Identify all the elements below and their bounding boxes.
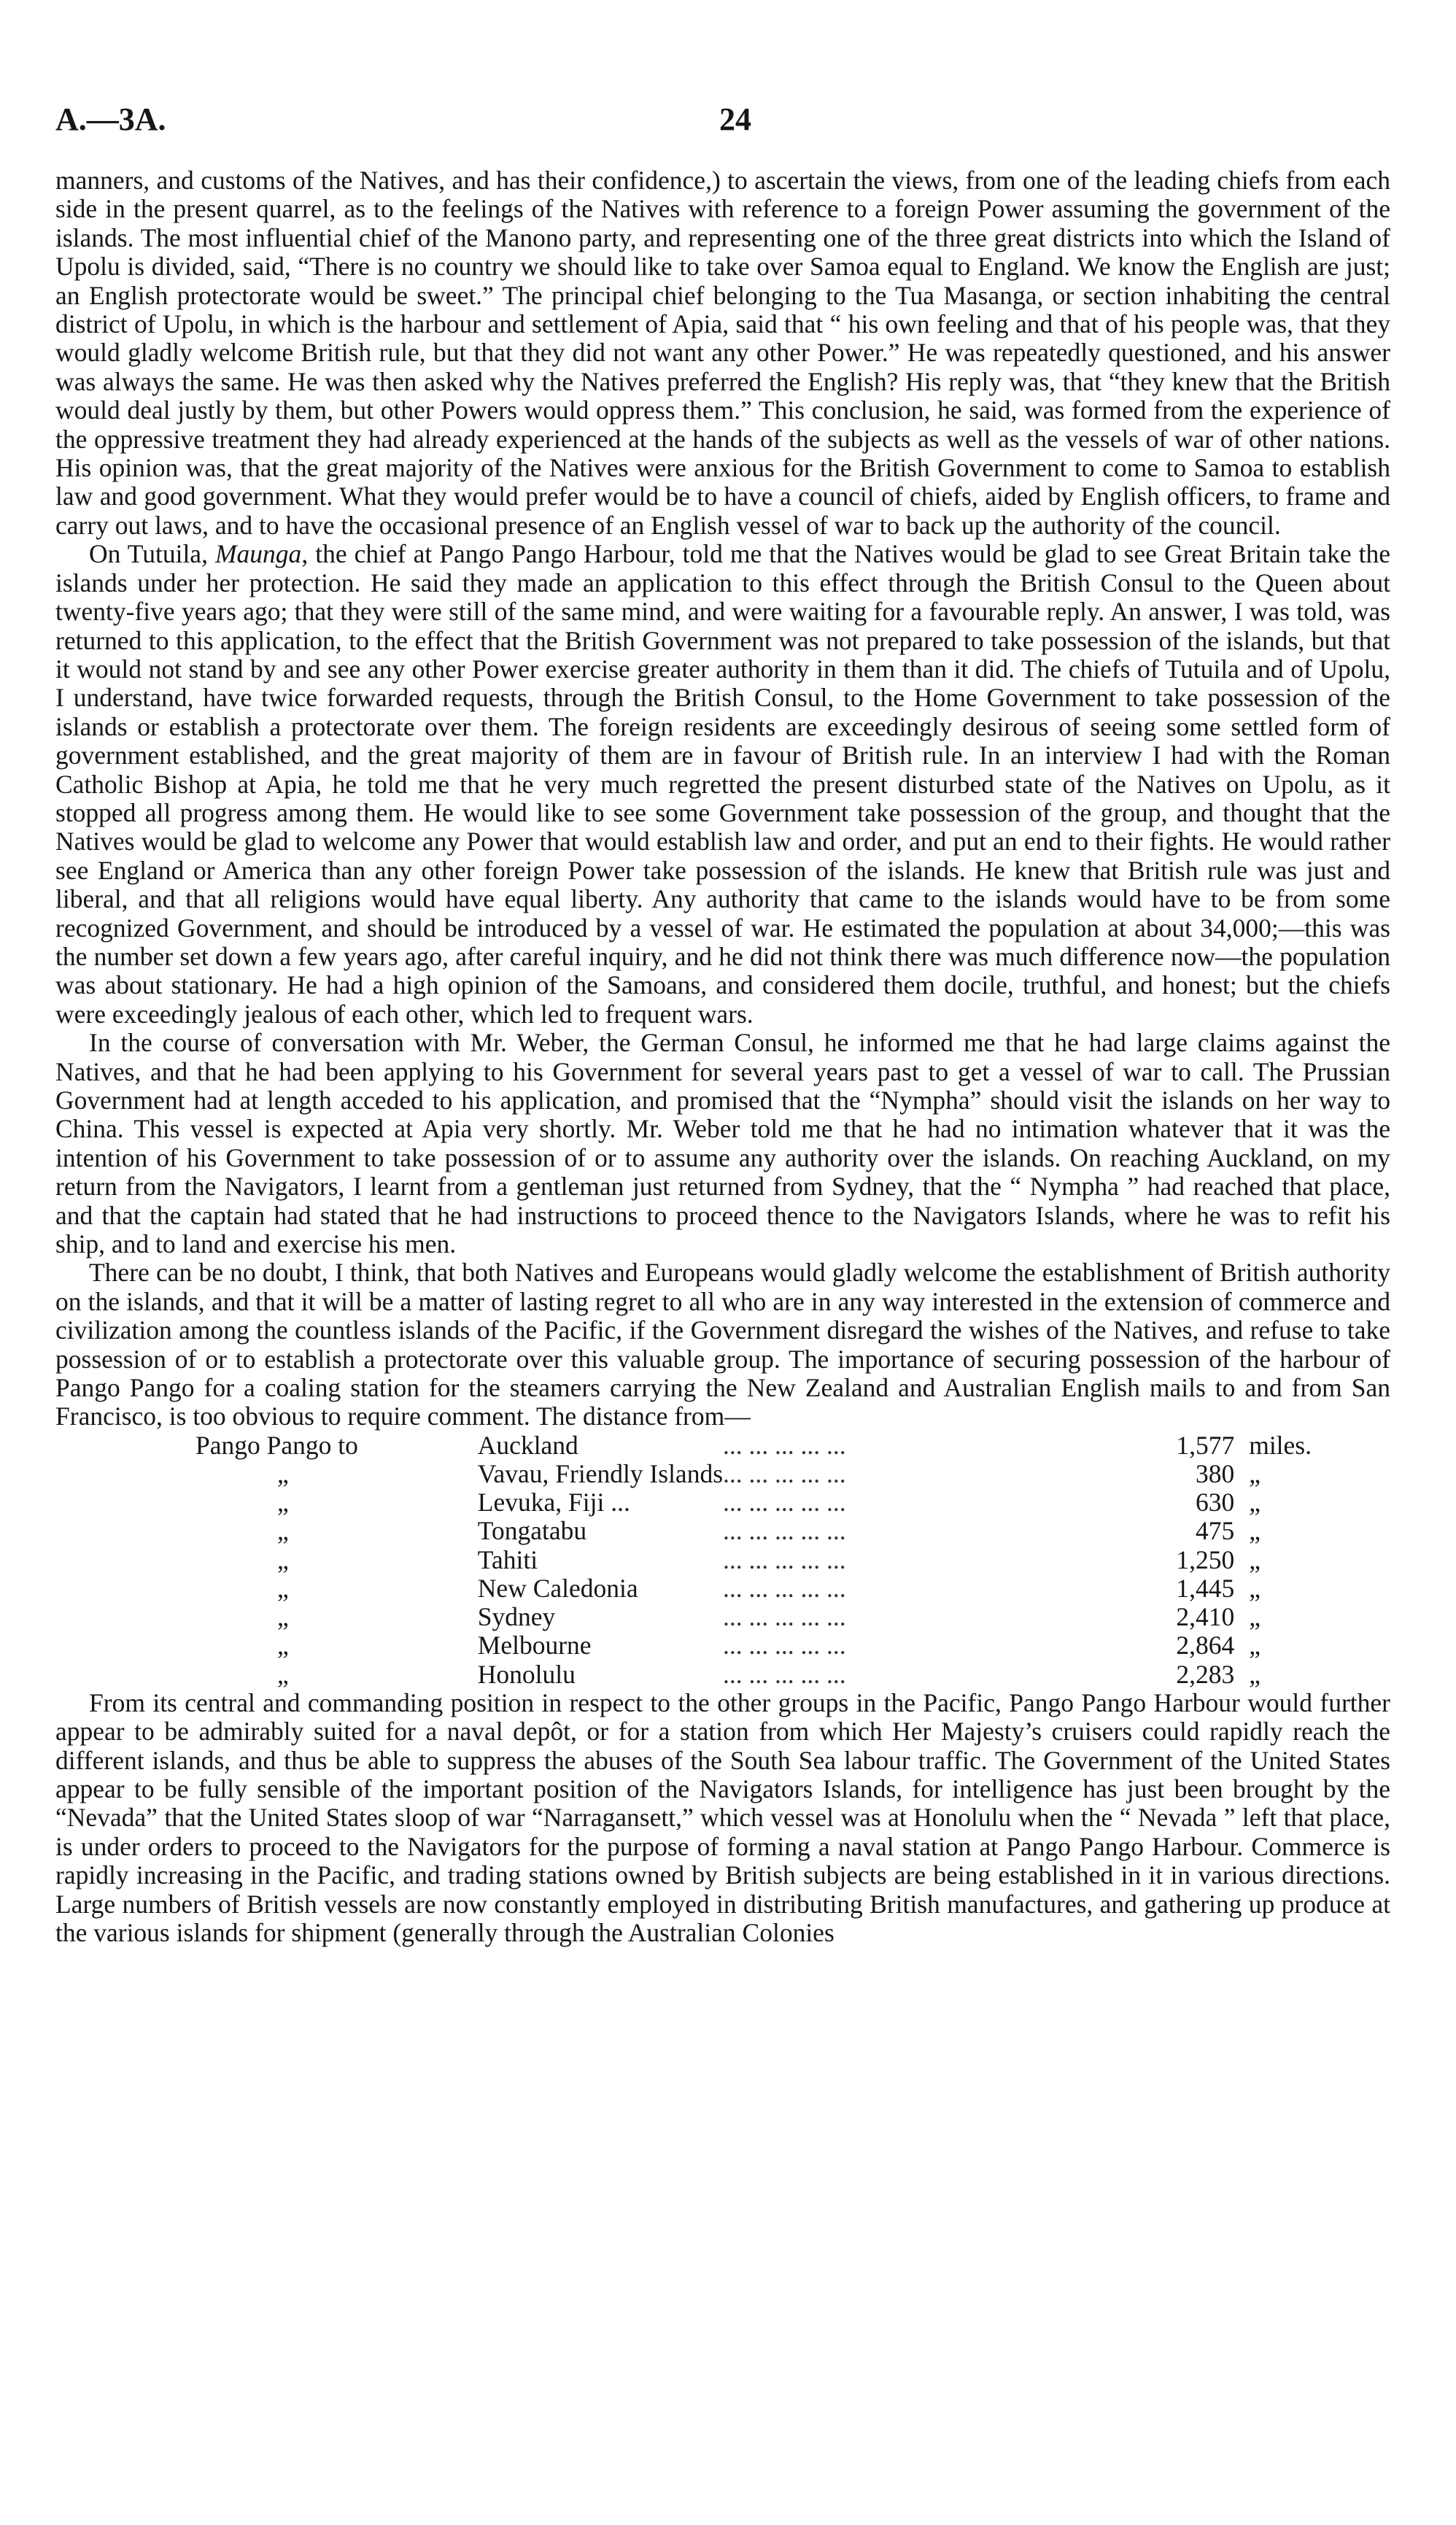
distance-row (195, 1517, 1312, 1545)
distance-leader: ... ... ... ... ... (723, 1516, 846, 1546)
paragraph-tutuila (55, 540, 1390, 1029)
distance-destination: Honolulu (477, 1659, 576, 1689)
distance-unit: „ (1249, 1488, 1261, 1517)
paragraph-text: On Tutuila, (89, 539, 215, 569)
distance-row (195, 1660, 1312, 1689)
distance-row (195, 1460, 1312, 1488)
paragraph-naval-station: From its central and commanding position in respect to the other groups in the Pacific, Pango Pango Harbour would further appear to be admirably suited for a naval depôt, or for a station from which Her Majesty’s cruisers could rapidly reach the different islands, and thus be able to suppress the abuses of the South Sea labour traffic. The Government of the United States appear to be fully sensible of the important position of the Navigators Islands, for intelligence has just been brought by the “Nevada” that the United States sloop of war “Narragansett,” which vessel was at Honolulu when the “ Nevada ” left that place, is under orders to proceed to the Navigators for the purpose of forming a naval station at Pango Pango Harbour. Commerce is rapidly increasing in the Pacific, and trading stations owned by British subjects are being established in it in various directions. Large numbers of British vessels are now constantly employed in distributing British manufactures, and gathering up produce at the various islands for shipment (generally through the Australian Colonies (55, 1687, 1390, 1947)
distance-unit: „ (1249, 1516, 1261, 1546)
distance-row (195, 1546, 1312, 1574)
distance-origin: „ (277, 1544, 289, 1574)
distance-unit: „ (1249, 1459, 1261, 1489)
distance-leader: ... ... ... ... ... (723, 1631, 846, 1660)
distance-leader: ... ... ... ... ... (723, 1459, 846, 1489)
distance-unit: „ (1249, 1631, 1261, 1660)
distance-destination: Tongatabu (477, 1516, 587, 1546)
paragraph-text: , the chief at Pango Pango Harbour, told me that the Natives would be glad to see Great Britain take the islands under her protection. He said they made an application to this effect through the British Consul to the Queen about twenty-five years ago; that they were still of the same mind, and were waiting for a favourable reply. An answer, I was told, was returned to this application, to the effect that the British Government was not prepared to take possession of the islands, but that it would not stand by and see any other Power exercise greater authority in them than it did. The chiefs of Tutuila and of Upolu, I understand, have twice forwarded requests, through the British Consul, to the Home Government to take possession of the islands or establish a protectorate over them. The foreign residents are exceedingly desirous of seeing some settled form of government established, and the great majority of them are in favour of British rule. In an interview I had with the Roman Catholic Bishop at Apia, he told me that he very much regretted the present disturbed state of the Natives on Upolu, as it stopped all progress among them. He would like to see some Government take possession of the group, and thought that the Natives would be glad to welcome any Power that would establish law and order, and put an end to their fights. He would rather see England or America than any other foreign Power take possession of the islands. He knew that British rule was just and liberal, and that all religions would have equal liberty. Any authority that came to the islands would have to be from some recognized Government, and should be introduced by a vessel of war. He estimated the population at about 34,000;—this was the number set down a few years ago, after careful inquiry, and he did not think there was much difference now—the population was about stationary. He had a high opinion of the Samoans, and considered them docile, truthful, and honest; but the chiefs were exceedingly jealous of each other, which led to frequent wars. (55, 539, 1391, 1029)
paragraph-weber: In the course of conversation with Mr. Weber, the German Consul, he informed me that he had large claims against the Natives, and that he had been applying to his Government for several years past to get a vessel of war to call. The Prussian Government had at length acceded to his application, and promised that the “Nympha” should visit the islands on her way to China. This vessel is expected at Apia very shortly. Mr. Weber told me that he had no intimation whatever that it was the intention of his Government to take possession of or to assume any authority over the islands. On reaching Auckland, on my return from the Navigators, I learnt from a gentleman just returned from Sydney, that the “ Nympha ” had reached that place, and that the captain had stated that he had instructions to proceed thence to the Navigators Islands, where he was to refit his ship, and to land and exercise his men. (55, 1028, 1390, 1259)
distance-value: 1,250 (1176, 1544, 1235, 1574)
distance-destination: New Caledonia (477, 1573, 638, 1603)
distance-row (195, 1488, 1312, 1517)
distance-leader: ... ... ... ... ... (723, 1602, 846, 1632)
distance-row (195, 1603, 1312, 1631)
paragraph-conclusion: There can be no doubt, I think, that both Natives and Europeans would gladly welcome the establishment of British authority on the islands, and that it will be a matter of lasting regret to all who are in any way interested in the extension of commerce and civilization among the countless islands of the Pacific, if the Government disregard the wishes of the Natives, and refuse to take possession of or to establish a protectorate over this valuable group. The importance of securing possession of the harbour of Pango Pango for a coaling station for the steamers carrying the New Zealand and Australian English mails to and from San Francisco, is too obvious to require comment. The distance from— (55, 1258, 1390, 1431)
distance-origin: Pango Pango to (195, 1430, 358, 1460)
distance-unit: „ (1249, 1573, 1261, 1603)
distance-origin: „ (277, 1516, 289, 1546)
distance-origin: „ (277, 1659, 289, 1689)
distance-destination: Tahiti (477, 1544, 538, 1574)
distance-leader: ... ... ... ... ... (723, 1573, 846, 1603)
distance-row (195, 1574, 1312, 1603)
distance-table (195, 1431, 1312, 1689)
distance-leader: ... ... ... ... ... (723, 1544, 846, 1574)
distance-unit: „ (1249, 1544, 1261, 1574)
distance-value: 1,577 (1176, 1430, 1235, 1460)
distance-unit: „ (1249, 1659, 1261, 1689)
distance-leader: ... ... ... ... ... (723, 1488, 846, 1517)
page-number: 24 (719, 101, 751, 137)
distance-value: 380 (1195, 1459, 1235, 1489)
paragraph-continuation: manners, and customs of the Natives, and has their confidence,) to ascertain the views, from one of the leading chiefs from each side in the present quarrel, as to the feelings of the Natives with reference to a foreign Power assuming the government of the islands. The most influential chief of the Manono party, and representing one of the three great districts into which the Island of Upolu is divided, said, “There is no country we should like to take over Samoa equal to England. We know the English are just; an English protectorate would be sweet.” The principal chief belonging to the Tua Masanga, or section inhabiting the central district of Upolu, in which is the harbour and settlement of Apia, said that “ his own feeling and that of his people was, that they would gladly welcome British rule, but that they did not want any other Power.” He was repeatedly questioned, and his answer was always the same. He was then asked why the Natives preferred the English? His reply was, that “they knew that the British would deal justly by them, but other Powers would oppress them.” This conclusion, he said, was formed from the experience of the oppressive treatment they had already experienced at the hands of the subjects as well as the vessels of war of other nations. His opinion was, that the great majority of the Natives were anxious for the British Government to come to Samoa to establish law and good government. What they would prefer would be to have a council of chiefs, aided by English officers, to frame and carry out laws, and to have the occasional presence of an English vessel of war to back up the authority of the council. (55, 166, 1390, 540)
document-reference: A.—3A. (55, 101, 166, 137)
distance-unit: „ (1249, 1602, 1261, 1632)
distance-row (195, 1631, 1312, 1660)
distance-value: 475 (1195, 1516, 1235, 1546)
distance-value: 2,283 (1176, 1659, 1235, 1689)
distance-origin: „ (277, 1488, 289, 1517)
distance-origin: „ (277, 1631, 289, 1660)
page-header (55, 101, 1390, 144)
distance-row (195, 1431, 1312, 1460)
distance-destination: Levuka, Fiji ... (477, 1488, 630, 1517)
distance-destination: Sydney (477, 1602, 556, 1632)
distance-origin: „ (277, 1573, 289, 1603)
chief-name: Maunga (214, 539, 302, 569)
distance-leader: ... ... ... ... ... (723, 1659, 846, 1689)
distance-destination: Auckland (477, 1430, 578, 1460)
distance-value: 2,864 (1176, 1631, 1235, 1660)
distance-leader: ... ... ... ... ... (723, 1430, 846, 1460)
distance-value: 1,445 (1176, 1573, 1235, 1603)
distance-origin: „ (277, 1459, 289, 1489)
distance-value: 2,410 (1176, 1602, 1235, 1632)
distance-destination: Melbourne (477, 1631, 592, 1660)
distance-origin: „ (277, 1602, 289, 1632)
body-text (55, 166, 1390, 1947)
distance-value: 630 (1195, 1488, 1235, 1517)
distance-unit: miles. (1249, 1430, 1312, 1460)
distance-destination: Vavau, Friendly Islands (477, 1459, 724, 1489)
